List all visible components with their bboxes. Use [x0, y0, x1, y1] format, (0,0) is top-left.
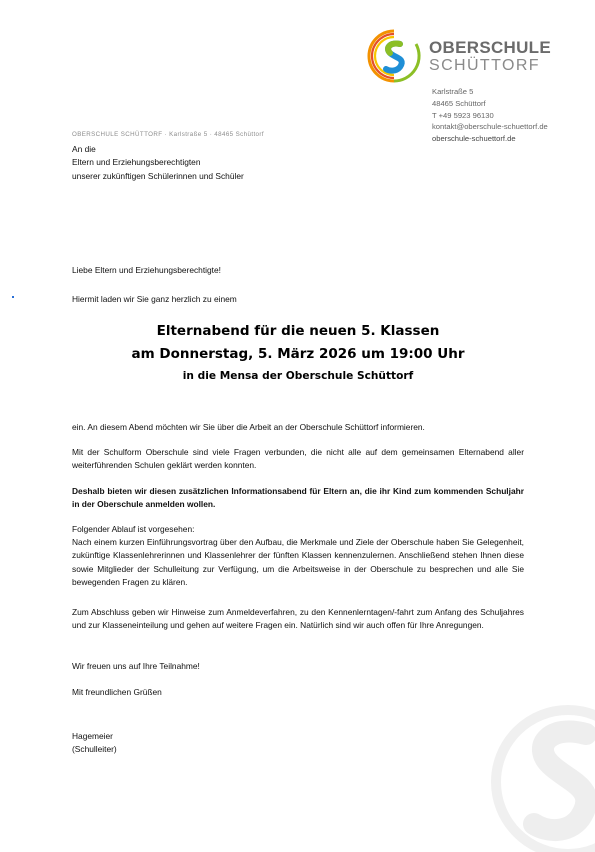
address-line-1: An die — [72, 144, 96, 154]
signer-role: (Schulleiter) — [72, 744, 117, 755]
sender-return-line: OBERSCHULE SCHÜTTORF · Karlstraße 5 · 48465 Schüttorf — [72, 131, 264, 138]
schedule-intro: Folgender Ablauf ist vorgesehen: — [72, 524, 195, 534]
invitation-line: Hiermit laden wir Sie ganz herzlich zu einem — [72, 294, 237, 304]
contact-website: oberschule-schuettorf.de — [432, 134, 516, 144]
event-location-line: in die Mensa der Oberschule Schüttorf — [182, 370, 414, 382]
paragraph-looking-forward: Wir freuen uns auf Ihre Teilnahme! — [72, 661, 200, 671]
closing-greeting: Mit freundlichen Grüßen — [72, 687, 162, 697]
event-headline: Elternabend für die neuen 5. Klassen — [156, 323, 440, 339]
paragraph-schedule — [72, 523, 524, 589]
logo-watermark-icon — [488, 702, 595, 852]
school-logo-icon — [366, 28, 422, 84]
paragraph-intro: ein. An diesem Abend möchten wir Sie über die Arbeit an der Oberschule Schüttorf informieren. — [72, 422, 425, 432]
schedule-details: Nach einem kurzen Einführungsvortrag über den Aufbau, die Merkmale und Ziele der Oberschule haben Sie Gelegenheit, zukünftige Klassenlehrerinnen und Klassenlehrer der fünften Klassen kennenzulernen. Anschließend stehen Ihnen diese sowie Mitglieder der Schulleitung zur Verfügung, um die Arbeitsweise in der Oberschule zu besprechen und alle Sie bewegenden Fragen zu klären. — [72, 537, 524, 587]
margin-dot — [12, 296, 14, 298]
paragraph-closing-info: Zum Abschluss geben wir Hinweise zum Anmeldeverfahren, zu den Kennenlerntagen/-fahrt zum Anfang des Schuljahres und zur Klasseneinteilung und gehen auf weitere Fragen ein. Natürlich sind wir auch offen für Ihre Anregungen. — [72, 607, 524, 631]
school-name-line2: SCHÜTTORF — [429, 57, 540, 74]
salutation: Liebe Eltern und Erziehungsberechtigte! — [72, 265, 221, 275]
contact-city: 48465 Schüttorf — [432, 98, 486, 108]
contact-street: Karlstraße 5 — [432, 87, 474, 96]
event-date-line: am Donnerstag, 5. März 2026 um 19:00 Uhr — [131, 346, 465, 362]
contact-block — [432, 86, 548, 145]
contact-email: kontakt@oberschule-schuettorf.de — [432, 122, 548, 132]
address-line-2: Eltern und Erziehungsberechtigten — [72, 157, 201, 168]
school-name-line1: OBERSCHULE — [429, 38, 552, 57]
contact-phone: T +49 5923 96130 — [432, 110, 494, 120]
signature-block — [72, 730, 117, 757]
recipient-address — [72, 143, 244, 183]
paragraph-purpose: Deshalb bieten wir diesen zusätzlichen Informationsabend für Eltern an, die ihr Kind zum kommenden Schuljahr in der Oberschule anmelden wollen. — [72, 486, 524, 510]
signer-name: Hagemeier — [72, 731, 113, 741]
paragraph-questions: Mit der Schulform Oberschule sind viele Fragen verbunden, die nicht alle auf dem gemeinsamen Elternabend aller weiterführenden Schulen geklärt werden konnten. — [72, 447, 524, 471]
address-line-3: unserer zukünftigen Schülerinnen und Schüler — [72, 170, 244, 181]
